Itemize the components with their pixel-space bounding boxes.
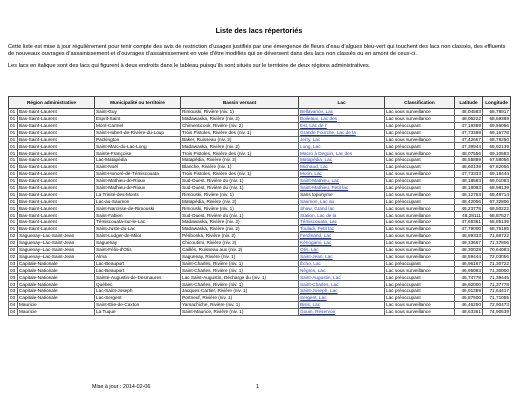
cell-latitude: 46,91389 [455, 288, 483, 295]
cell-region: Capitale-Nationale [18, 274, 95, 281]
cell-region: Capitale-Nationale [18, 288, 95, 295]
table-row [9, 233, 511, 240]
cell-lake[interactable]: Gouin, Réservoir [299, 308, 385, 315]
table-row [9, 129, 511, 136]
cell-latitude: 48,63361 [455, 308, 483, 315]
cell-municipality: Sainte-Augustin-de-Desmaures [95, 274, 181, 281]
cell-latitude: 48,55889 [455, 157, 483, 164]
cell-classification: Lac sous surveillance [385, 205, 455, 212]
cell-municipality: Saint-Marc-du-Lac-Long [95, 143, 181, 150]
header-lake: Lac [299, 97, 385, 109]
cell-municipality: Mont-Carmel [95, 122, 181, 129]
cell-longitude: 70,64083 [483, 246, 511, 253]
cell-lake[interactable]: Ferdinand, Lac [299, 233, 385, 240]
cell-region: Bas-Saint-Laurent [18, 219, 95, 226]
table-row [9, 171, 511, 178]
cell-basin: Saint-Charles, Rivière (niv. 1) [181, 267, 299, 274]
cell-longitude: 71,37778 [483, 281, 511, 288]
cell-region-code: 01 [9, 219, 18, 226]
cell-region: Bas-Saint-Laurent [18, 212, 95, 219]
cell-lake[interactable]: Grande Fourche, Lac de la [299, 129, 385, 136]
cell-lake[interactable]: Boileaux, Lac des [299, 115, 385, 122]
cell-municipality: Saint-Élie-de-Caxton [95, 301, 181, 308]
cell-region-code: 04 [9, 301, 18, 308]
cell-latitude: 46,87500 [455, 295, 483, 302]
table-row [9, 253, 511, 260]
cell-lake[interactable]: Saint-Charles, Lac [299, 281, 385, 288]
cell-longitude: 69,01083 [483, 177, 511, 184]
table-row [9, 219, 511, 226]
cell-latitude: 48,18083 [455, 184, 483, 191]
cell-classification: Lac préoccupant [385, 177, 455, 184]
cell-region-code: 01 [9, 191, 18, 198]
table-row [9, 308, 511, 315]
cell-region-code: 01 [9, 198, 18, 205]
cell-classification: Lac préoccupant [385, 157, 455, 164]
cell-classification: Lac sous surveillance [385, 150, 455, 157]
cell-classification: Lac préoccupant [385, 164, 455, 171]
cell-longitude: 71,88722 [483, 233, 511, 240]
cell-region: Bas-Saint-Laurent [18, 143, 95, 150]
cell-basin: Madawaska, Rivière (niv. 2) [181, 143, 299, 150]
cell-longitude: 71,30722 [483, 260, 511, 267]
cell-region-code: 01 [9, 150, 18, 157]
cell-region-code: 01 [9, 109, 18, 116]
cell-basin: Matapédia, Rivière (niv. 2) [181, 157, 299, 164]
cell-lake[interactable]: Saumon, Lac au [299, 198, 385, 205]
cell-basin: Caillès, Ruisseau aux (niv. 2) [181, 246, 299, 253]
cell-basin: Péribonka, Rivière (niv. 2) [181, 233, 299, 240]
cell-basin: Yamachiche, Rivière (niv. 1) [181, 301, 299, 308]
cell-municipality: Saint-Mathieu-de-Rioux [95, 177, 181, 184]
cell-basin: Sud-Ouest, Rivière du (niv. 1) [181, 212, 299, 219]
cell-classification: Lac préoccupant [385, 295, 455, 302]
cell-lake[interactable]: Saint-Mathieu, Petit lac [299, 184, 385, 191]
cell-latitude: 48,59444 [455, 253, 483, 260]
cell-region: Bas-Saint-Laurent [18, 157, 95, 164]
cell-classification: Lac préoccupant [385, 274, 455, 281]
cell-municipality: La Tuque [95, 308, 181, 315]
cell-latitude: 46,95083 [455, 267, 483, 274]
cell-region-code: 02 [9, 239, 18, 246]
cell-basin: Chicoutimi, Rivière (niv. 2) [181, 239, 299, 246]
cell-longitude: 68,48714 [483, 191, 511, 198]
cell-municipality: Lac-Sergent [95, 295, 181, 302]
cell-region-code: 01 [9, 122, 18, 129]
cell-region: Saguenay–Lac-Saint-Jean [18, 253, 95, 260]
table-row [9, 122, 511, 129]
cell-basin: Rimouski, Rivière (niv. 1) [181, 109, 299, 116]
cell-region: Capitale-Nationale [18, 260, 95, 267]
footer-update-date: Mise à jour : 2014-02-06 [92, 384, 151, 390]
cell-basin: Trois Pistoles, Rivière des (niv. 1) [181, 129, 299, 136]
cell-lake[interactable]: Otis, Lac [299, 246, 385, 253]
cell-municipality: Saint-Honoré-de-Témiscouata [95, 171, 181, 178]
table-row [9, 226, 511, 233]
table-header-row [9, 97, 511, 109]
cell-region: Bas-Saint-Laurent [18, 171, 95, 178]
cell-region-code: 01 [9, 157, 18, 164]
cell-longitude: 68,50222 [483, 205, 511, 212]
cell-latitude: 46,46250 [455, 301, 483, 308]
table-row [9, 205, 511, 212]
cell-region-code: 01 [9, 129, 18, 136]
cell-region-code: 03 [9, 274, 18, 281]
cell-basin: Trois Pistoles, Rivière des (niv. 1) [181, 150, 299, 157]
table-row [9, 150, 511, 157]
cell-longitude: 68,78250 [483, 136, 511, 143]
cell-longitude: 74,90639 [483, 308, 511, 315]
cell-region: Capitale-Nationale [18, 295, 95, 302]
cell-region: Bas-Saint-Laurent [18, 122, 95, 129]
cell-municipality: Packington [95, 136, 181, 143]
table-row [9, 260, 511, 267]
cell-region: Bas-Saint-Laurent [18, 115, 95, 122]
cell-latitude: 48,28111 [455, 212, 483, 219]
header-municipality: Municipalité ou territoire [95, 97, 181, 109]
cell-lake[interactable]: Kénogami, Lac [299, 239, 385, 246]
header-region: Région administrative [9, 97, 95, 109]
cell-municipality: Québec [95, 281, 181, 288]
cell-lake[interactable]: Long, Lac [299, 143, 385, 150]
cell-region-code: 02 [9, 233, 18, 240]
cell-longitude: 71,39445 [483, 274, 511, 281]
cell-latitude: 48,07556 [455, 150, 483, 157]
cell-classification: Lac préoccupant [385, 129, 455, 136]
table-row [9, 274, 511, 281]
cell-region: Bas-Saint-Laurent [18, 129, 95, 136]
cell-classification: Lac préoccupant [385, 281, 455, 288]
table-row [9, 115, 511, 122]
cell-basin: Lac Saint-Augustin, Décharge du (niv. 1) [181, 274, 299, 281]
cell-longitude: 68,75195 [483, 226, 511, 233]
cell-basin: Blanche, Rivière (niv. 1) [181, 164, 299, 171]
cell-region: Mauricie [18, 301, 95, 308]
cell-latitude: 48,23778 [455, 205, 483, 212]
cell-region-code: 01 [9, 136, 18, 143]
cell-municipality: Saint-Fabien [95, 212, 181, 219]
cell-municipality: Lac-au-Saumon [95, 198, 181, 205]
cell-latitude: 47,79000 [455, 226, 483, 233]
cell-municipality: Lac-Matapédia [95, 157, 181, 164]
cell-longitude: 68,98139 [483, 184, 511, 191]
cell-classification: Lac sous surveillance [385, 301, 455, 308]
cell-longitude: 69,56056 [483, 122, 511, 129]
cell-longitude: 68,59389 [483, 115, 511, 122]
cell-classification: Lac sous surveillance [385, 219, 455, 226]
table-row [9, 157, 511, 164]
cell-lake[interactable]: Saint-Joseph, Lac [299, 288, 385, 295]
cell-region-code: 03 [9, 281, 18, 288]
cell-lake[interactable]: Bellavance, Lac [299, 109, 385, 116]
cell-latitude: 47,68361 [455, 219, 483, 226]
cell-classification: Lac sous surveillance [385, 226, 455, 233]
cell-basin: Rimouski, Rivière (niv. 1) [181, 205, 299, 212]
table-row [9, 143, 511, 150]
cell-classification: Lac sous surveillance [385, 136, 455, 143]
cell-region-code: 01 [9, 143, 18, 150]
cell-region: Bas-Saint-Laurent [18, 150, 95, 157]
cell-municipality: Saint-Noël [95, 164, 181, 171]
cell-classification: Lac sous surveillance [385, 253, 455, 260]
cell-region-code: 03 [9, 288, 18, 295]
cell-basin: Portneuf, Rivière (niv. 1) [181, 295, 299, 302]
cell-latitude: 46,74778 [455, 274, 483, 281]
cell-region-code: 01 [9, 184, 18, 191]
cell-municipality: Témiscouata-sur-le-Lac [95, 219, 181, 226]
cell-lake[interactable]: Jerry, Lac [299, 136, 385, 143]
cell-basin: Jacques-Cartier, Rivière (niv. 1) [181, 288, 299, 295]
cell-basin: Madawaska, Rivière (niv. 2) [181, 115, 299, 122]
cell-municipality: Lac-Saint-Joseph [95, 288, 181, 295]
cell-classification: Lac préoccupant [385, 260, 455, 267]
cell-classification: Lac sous surveillance [385, 191, 455, 198]
cell-lake[interactable]: Sergent, Lac [299, 295, 385, 302]
table-row [9, 198, 511, 205]
cell-classification: Lac sous surveillance [385, 308, 455, 315]
cell-longitude: 71,64417 [483, 288, 511, 295]
table-row [9, 239, 511, 246]
cell-region-code: 01 [9, 115, 18, 122]
cell-basin: Baker, Ruisseau (niv. 2) [181, 136, 299, 143]
cell-latitude: 48,42056 [455, 198, 483, 205]
cell-classification: Lac sous surveillance [385, 212, 455, 219]
cell-lake[interactable]: Saint-Augustin, Lac [299, 274, 385, 281]
cell-longitude: 69,10583 [483, 150, 511, 157]
table-row [9, 109, 511, 116]
cell-longitude: 68,78917 [483, 109, 511, 116]
table-row [9, 164, 511, 171]
page-title: Liste des lacs répertoriés [215, 26, 303, 35]
cell-region-code: 04 [9, 308, 18, 315]
cell-municipality: Saint-Narcisse-de-Rimouski [95, 205, 181, 212]
cell-region: Capitale-Nationale [18, 281, 95, 288]
cell-latitude: 47,73333 [455, 171, 483, 178]
cell-municipality: Saint-Mathieu-de-Rioux [95, 184, 181, 191]
cell-region-code: 02 [9, 246, 18, 253]
cell-region-code: 01 [9, 177, 18, 184]
table-row [9, 212, 511, 219]
cell-region: Saguenay–Lac-Saint-Jean [18, 233, 95, 240]
cell-longitude: 71,71055 [483, 295, 511, 302]
cell-classification: Lac sous surveillance [385, 239, 455, 246]
cell-classification: Lac préoccupant [385, 198, 455, 205]
cell-latitude: 48,30028 [455, 246, 483, 253]
cell-basin: Sud-Ouest, Rivière du (niv. 1) [181, 184, 299, 191]
table-row [9, 184, 511, 191]
cell-region-code: 01 [9, 171, 18, 178]
cell-latitude: 47,39944 [455, 143, 483, 150]
cell-longitude: 72,03056 [483, 253, 511, 260]
cell-latitude: 46,92000 [455, 281, 483, 288]
cell-latitude: 48,89333 [455, 233, 483, 240]
table-row [9, 288, 511, 295]
cell-longitude: 67,82056 [483, 164, 511, 171]
cell-classification: Lac sous surveillance [385, 109, 455, 116]
table-row [9, 267, 511, 274]
intro-paragraph-2: Les lacs en italique sont des lacs qui figurent à deux endroits dans le tableau puisqu’ils sont situés sur le territoire de deux régions administratives. [8, 63, 371, 70]
cell-region: Saguenay–Lac-Saint-Jean [18, 239, 95, 246]
cell-longitude: 68,85139 [483, 219, 511, 226]
cell-longitude: 67,58056 [483, 157, 511, 164]
cell-longitude: 72,90473 [483, 301, 511, 308]
footer-page-number: 1 [256, 384, 259, 390]
cell-lake[interactable]: Écho, Lac [299, 260, 385, 267]
cell-lake[interactable]: Saint-Mathieu, Lac [299, 177, 385, 184]
cell-longitude: 68,92139 [483, 143, 511, 150]
cell-basin: Saint-Charles, Rivière (niv. 1) [181, 281, 299, 288]
cell-basin: Rimouski, Rivière (niv. 1) [181, 191, 299, 198]
cell-region-code: 03 [9, 260, 18, 267]
cell-basin: Saint-Maurice, Rivière (niv. 1) [181, 308, 299, 315]
cell-latitude: 48,04583 [455, 109, 483, 116]
cell-region: Bas-Saint-Laurent [18, 184, 95, 191]
cell-region-code: 01 [9, 212, 18, 219]
cell-municipality: Sainte-Françoise [95, 150, 181, 157]
cell-municipality: Saguenay [95, 239, 181, 246]
cell-classification: Lac sous surveillance [385, 267, 455, 274]
cell-region: Bas-Saint-Laurent [18, 191, 95, 198]
table-row [9, 191, 511, 198]
table-body [9, 109, 511, 316]
cell-municipality: La Trinité-des-Monts [95, 191, 181, 198]
cell-region: Bas-Saint-Laurent [18, 205, 95, 212]
cell-basin: Madawaska, Rivière (niv. 2) [181, 226, 299, 233]
cell-lake[interactable]: Touladi, Petit lac [299, 226, 385, 233]
table-row [9, 295, 511, 302]
cell-longitude: 67,32806 [483, 198, 511, 205]
cell-basin: Saguenay, Rivière (niv. 1) [181, 253, 299, 260]
cell-longitude: 69,16778 [483, 129, 511, 136]
cell-longitude: 71,30000 [483, 267, 511, 274]
cell-municipality: Saint-Guy [95, 109, 181, 116]
cell-lake[interactable]: Saint-Jean, Lac [299, 253, 385, 260]
cell-classification: Lac sous surveillance [385, 115, 455, 122]
cell-lake: Sans toponyme [299, 191, 385, 198]
cell-municipality: Lac-Beauport [95, 260, 181, 267]
cell-region: Bas-Saint-Laurent [18, 198, 95, 205]
lakes-table [8, 96, 511, 316]
table-row [9, 136, 511, 143]
header-longitude: Longitude [483, 97, 511, 109]
cell-region-code: 01 [9, 164, 18, 171]
cell-lake[interactable]: Témiscouata, Lac [299, 219, 385, 226]
cell-lake[interactable]: Michaud, Lac [299, 164, 385, 171]
cell-classification: Lac préoccupant [385, 184, 455, 191]
cell-region-code: 03 [9, 295, 18, 302]
cell-lake[interactable]: Est, Lac de l' [299, 122, 385, 129]
cell-lake[interactable]: Morin, Lac [299, 171, 385, 178]
cell-latitude: 47,42667 [455, 136, 483, 143]
cell-basin: Trois Pistoles, Rivière des (niv. 1) [181, 171, 299, 178]
cell-region: Bas-Saint-Laurent [18, 136, 95, 143]
cell-region-code: 01 [9, 205, 18, 212]
header-classification: Classification [385, 97, 455, 109]
header-latitude: Latitude [455, 97, 483, 109]
cell-classification: Lac sous surveillance [385, 233, 455, 240]
cell-longitude: 68,87527 [483, 212, 511, 219]
cell-latitude: 47,73389 [455, 129, 483, 136]
cell-region: Mauricie [18, 308, 95, 315]
cell-latitude: 48,05222 [455, 115, 483, 122]
cell-lake[interactable]: Nègres, Lac [299, 267, 385, 274]
cell-lake[interactable]: Bisis, Lac [299, 301, 385, 308]
cell-basin: Sud-Ouest, Rivière du (niv. 1) [181, 177, 299, 184]
table-row [9, 301, 511, 308]
cell-region: Bas-Saint-Laurent [18, 109, 95, 116]
cell-latitude: 47,19389 [455, 122, 483, 129]
cell-region: Saguenay–Lac-Saint-Jean [18, 246, 95, 253]
cell-lake[interactable]: Shaw, Grand lac [299, 205, 385, 212]
cell-basin: Matapédia, Rivière (niv. 2) [181, 198, 299, 205]
cell-basin: Chimenticook, Rivière (niv. 2) [181, 122, 299, 129]
cell-classification: Lac sous surveillance [385, 246, 455, 253]
cell-municipality: Lac-Beauport [95, 267, 181, 274]
intro-text [8, 44, 508, 75]
cell-latitude: 48,33667 [455, 239, 483, 246]
cell-longitude: 71,37806 [483, 239, 511, 246]
cell-region: Capitale-Nationale [18, 267, 95, 274]
cell-longitude: 69,18444 [483, 171, 511, 178]
cell-municipality: Saint-Félix-d'Otis [95, 246, 181, 253]
cell-basin: Saint-Charles, Rivière (niv. 1) [181, 260, 299, 267]
cell-latitude: 48,60139 [455, 164, 483, 171]
cell-lake[interactable]: Station, Lac de la [299, 212, 385, 219]
cell-municipality: Alma [95, 253, 181, 260]
cell-region: Bas-Saint-Laurent [18, 226, 95, 233]
cell-classification: Lac préoccupant [385, 288, 455, 295]
cell-region: Bas-Saint-Laurent [18, 164, 95, 171]
cell-lake[interactable]: Matapédia, Lac [299, 157, 385, 164]
cell-region-code: 02 [9, 253, 18, 260]
cell-municipality: Esprit-Saint [95, 115, 181, 122]
cell-basin: Madawaska, Rivière (niv. 2) [181, 219, 299, 226]
cell-latitude: 48,12753 [455, 191, 483, 198]
cell-latitude: 48,18583 [455, 177, 483, 184]
cell-classification: Lac préoccupant [385, 122, 455, 129]
table-row [9, 281, 511, 288]
cell-latitude: 46,96167 [455, 260, 483, 267]
cell-region-code: 01 [9, 226, 18, 233]
cell-municipality: Saint-Hubert-de-Rivière-du-Loup [95, 129, 181, 136]
cell-classification: Lac préoccupant [385, 143, 455, 150]
table-row [9, 177, 511, 184]
cell-region-code: 03 [9, 267, 18, 274]
cell-region: Bas-Saint-Laurent [18, 177, 95, 184]
header-basin: Bassin versant [181, 97, 299, 109]
intro-paragraph-1: Cette liste est mise à jour régulièrement pour tenir compte des avis de restriction d’usages justifiés par une émergence de fleurs d’eau d’algues bleu-vert qui touchent des lacs non classés, des effluents de nouveaux ouvrages d’assainissement et d’ouvrages d’assainissement en voie d’être modifiés qui se déversent dans des lacs non classés ou en amont de ceux-ci. [8, 44, 506, 58]
cell-municipality: Saint-Ludger-de-Milot [95, 233, 181, 240]
cell-lake[interactable]: Macro à Deguin, Lac des [299, 150, 385, 157]
cell-classification: Lac sous surveillance [385, 171, 455, 178]
cell-municipality: Saint-Juste-du-Lac [95, 226, 181, 233]
table-row [9, 246, 511, 253]
